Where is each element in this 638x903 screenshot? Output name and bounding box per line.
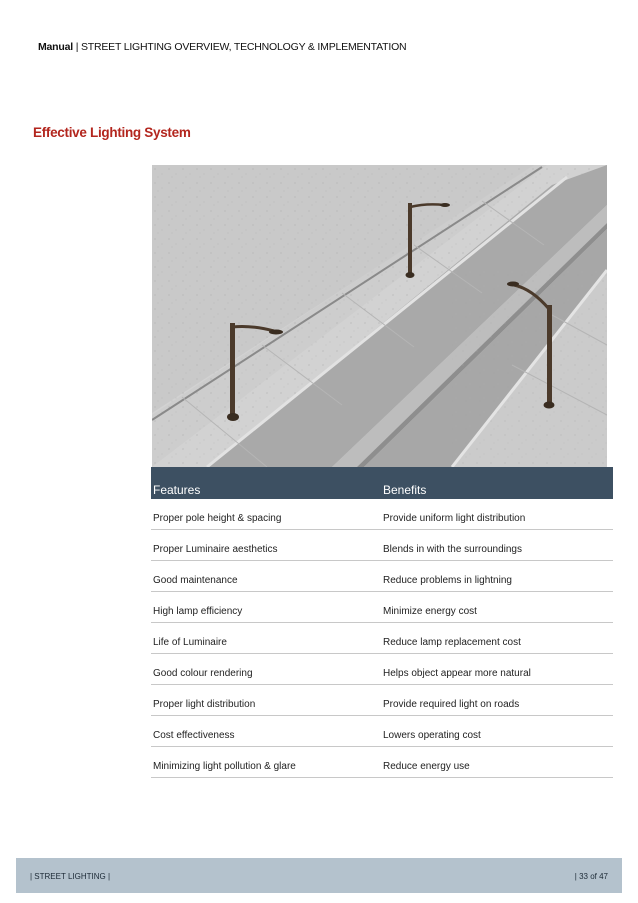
table-row: [151, 623, 613, 654]
page-footer: [16, 858, 622, 893]
feature-cell: Proper light distribution: [153, 699, 256, 710]
table-row: [151, 530, 613, 561]
table-row: [151, 561, 613, 592]
header-separator: |: [72, 41, 81, 53]
benefit-cell: Blends in with the surroundings: [383, 544, 522, 555]
header-title: STREET LIGHTING OVERVIEW, TECHNOLOGY & IMPLEMENTATION: [80, 41, 407, 53]
footer-section-label: | STREET LIGHTING |: [30, 872, 111, 881]
benefit-cell: Reduce energy use: [383, 761, 470, 772]
feature-cell: Proper pole height & spacing: [153, 513, 282, 524]
benefit-cell: Minimize energy cost: [383, 606, 477, 617]
feature-cell: Cost effectiveness: [153, 730, 235, 741]
table-row: [151, 747, 613, 778]
street-lighting-illustration: [152, 165, 607, 467]
benefit-cell: Provide required light on roads: [383, 699, 520, 710]
feature-cell: Proper Luminaire aesthetics: [153, 544, 278, 555]
table-row: [151, 654, 613, 685]
feature-cell: Minimizing light pollution & glare: [153, 761, 296, 772]
section-title: Effective Lighting System: [33, 125, 191, 140]
benefit-cell: Reduce lamp replacement cost: [383, 637, 521, 648]
table-row: [151, 592, 613, 623]
table-row: [151, 716, 613, 747]
benefits-column-header: Benefits: [383, 483, 427, 497]
feature-cell: Life of Luminaire: [153, 637, 227, 648]
footer-page-number: | 33 of 47: [574, 872, 608, 881]
table-header: [151, 467, 613, 499]
feature-cell: High lamp efficiency: [153, 606, 243, 617]
features-benefits-table: [151, 499, 613, 778]
benefit-cell: Lowers operating cost: [383, 730, 481, 741]
header-manual-label: Manual: [38, 41, 73, 53]
benefit-cell: Helps object appear more natural: [383, 668, 531, 679]
table-row: [151, 499, 613, 530]
feature-cell: Good colour rendering: [153, 668, 253, 679]
page-header: [38, 41, 406, 53]
feature-cell: Good maintenance: [153, 575, 238, 586]
benefit-cell: Provide uniform light distribution: [383, 513, 526, 524]
benefit-cell: Reduce problems in lightning: [383, 575, 512, 586]
table-row: [151, 685, 613, 716]
features-column-header: Features: [153, 483, 201, 497]
